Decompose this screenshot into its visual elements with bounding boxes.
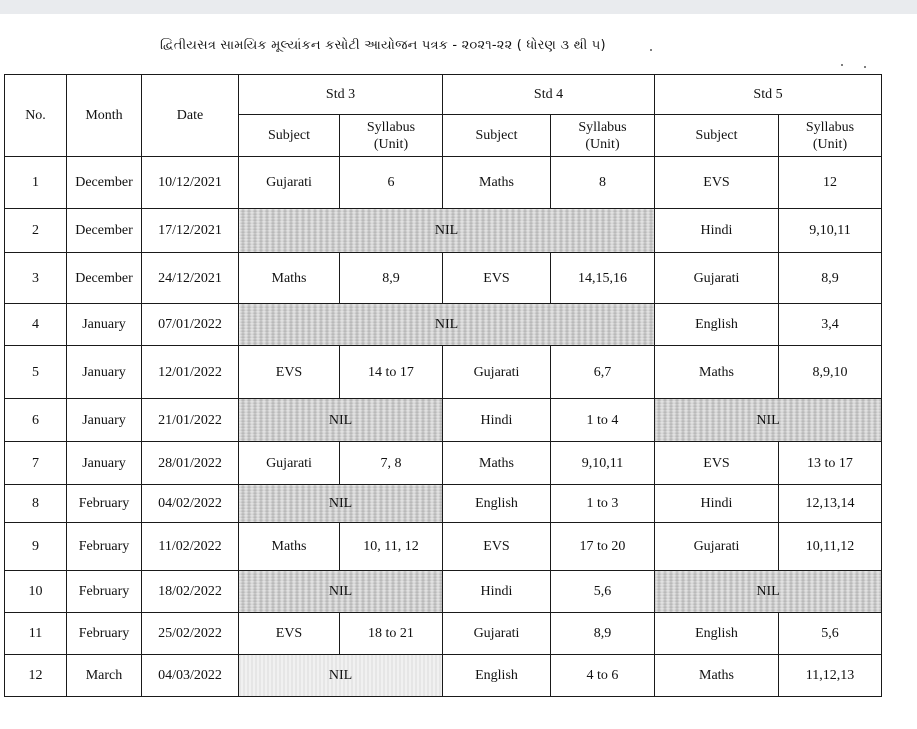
std3-syllabus: 18 to 21 — [340, 613, 443, 655]
table-row — [5, 442, 882, 485]
std4-subject: EVS — [443, 253, 551, 304]
std4-subject: English — [443, 485, 551, 523]
document-title: દ્વિતીયસત્ર સામયિક મૂલ્યાંકન કસોટી આયોજન પત્રક - ૨૦૨૧-૨૨ ( ધોરણ ૩ થી ૫) — [160, 38, 606, 53]
std4-subject: Hindi — [443, 399, 551, 442]
row-month: January — [67, 346, 142, 399]
table-row — [5, 399, 882, 442]
top-bar — [0, 0, 917, 14]
std3-subject: EVS — [239, 613, 340, 655]
row-month: December — [67, 157, 142, 209]
std5-subject: Hindi — [655, 209, 779, 253]
table-row — [5, 304, 882, 346]
row-date: 10/12/2021 — [142, 157, 239, 209]
row-number: 4 — [5, 304, 67, 346]
nil-cell-std3: NIL — [239, 485, 443, 523]
row-number: 1 — [5, 157, 67, 209]
std5-syllabus: 10,11,12 — [779, 523, 882, 571]
schedule-table — [4, 74, 882, 697]
row-month: January — [67, 304, 142, 346]
std5-syllabus: 3,4 — [779, 304, 882, 346]
nil-cell-std5: NIL — [655, 399, 882, 442]
nil-cell-std3: NIL — [239, 399, 443, 442]
std4-subject: Gujarati — [443, 613, 551, 655]
nil-cell-std3-std4: NIL — [239, 209, 655, 253]
std3-subject: Gujarati — [239, 157, 340, 209]
row-date: 24/12/2021 — [142, 253, 239, 304]
std5-subject: EVS — [655, 442, 779, 485]
row-date: 12/01/2022 — [142, 346, 239, 399]
std4-syllabus: 1 to 4 — [551, 399, 655, 442]
row-date: 07/01/2022 — [142, 304, 239, 346]
std4-syllabus: 8 — [551, 157, 655, 209]
std4-syllabus: 5,6 — [551, 571, 655, 613]
std5-subject: Gujarati — [655, 523, 779, 571]
std5-syllabus: 8,9 — [779, 253, 882, 304]
row-number: 3 — [5, 253, 67, 304]
std4-subject: Hindi — [443, 571, 551, 613]
row-date: 04/03/2022 — [142, 655, 239, 697]
std5-subject: Hindi — [655, 485, 779, 523]
header-no: No. — [5, 75, 67, 157]
std5-subject: Maths — [655, 346, 779, 399]
table-row — [5, 613, 882, 655]
header-std5-subject: Subject — [655, 115, 779, 157]
std3-syllabus: 10, 11, 12 — [340, 523, 443, 571]
row-month: December — [67, 209, 142, 253]
std4-syllabus: 9,10,11 — [551, 442, 655, 485]
row-date: 28/01/2022 — [142, 442, 239, 485]
table-row — [5, 209, 882, 253]
row-month: February — [67, 613, 142, 655]
schedule-body — [5, 157, 882, 697]
table-row — [5, 523, 882, 571]
header-std5: Std 5 — [655, 75, 882, 115]
row-date: 04/02/2022 — [142, 485, 239, 523]
scan-speck — [841, 64, 843, 66]
row-month: February — [67, 523, 142, 571]
std4-syllabus: 6,7 — [551, 346, 655, 399]
std5-subject: Maths — [655, 655, 779, 697]
std3-syllabus: 6 — [340, 157, 443, 209]
std5-syllabus: 11,12,13 — [779, 655, 882, 697]
std3-subject: Gujarati — [239, 442, 340, 485]
std4-syllabus: 17 to 20 — [551, 523, 655, 571]
row-month: December — [67, 253, 142, 304]
std5-subject: EVS — [655, 157, 779, 209]
std3-syllabus: 8,9 — [340, 253, 443, 304]
row-number: 2 — [5, 209, 67, 253]
row-date: 11/02/2022 — [142, 523, 239, 571]
row-month: February — [67, 571, 142, 613]
row-month: January — [67, 442, 142, 485]
header-month: Month — [67, 75, 142, 157]
row-number: 5 — [5, 346, 67, 399]
row-number: 8 — [5, 485, 67, 523]
std3-subject: EVS — [239, 346, 340, 399]
std5-syllabus: 13 to 17 — [779, 442, 882, 485]
row-number: 11 — [5, 613, 67, 655]
header-std3-subject: Subject — [239, 115, 340, 157]
scan-speck — [864, 66, 866, 68]
std5-syllabus: 12,13,14 — [779, 485, 882, 523]
row-date: 17/12/2021 — [142, 209, 239, 253]
nil-cell-std3: NIL — [239, 655, 443, 697]
table-row — [5, 253, 882, 304]
std3-syllabus: 14 to 17 — [340, 346, 443, 399]
std4-syllabus: 8,9 — [551, 613, 655, 655]
std3-subject: Maths — [239, 253, 340, 304]
std4-subject: Maths — [443, 157, 551, 209]
header-row-1 — [5, 75, 882, 115]
std5-syllabus: 12 — [779, 157, 882, 209]
header-std4-syllabus: Syllabus (Unit) — [551, 115, 655, 157]
header-std3: Std 3 — [239, 75, 443, 115]
table-row — [5, 485, 882, 523]
row-number: 7 — [5, 442, 67, 485]
std5-syllabus: 8,9,10 — [779, 346, 882, 399]
std3-subject: Maths — [239, 523, 340, 571]
row-month: January — [67, 399, 142, 442]
std4-subject: EVS — [443, 523, 551, 571]
scan-speck — [650, 49, 652, 51]
std3-syllabus: 7, 8 — [340, 442, 443, 485]
row-date: 18/02/2022 — [142, 571, 239, 613]
row-number: 9 — [5, 523, 67, 571]
table-row — [5, 655, 882, 697]
header-std4-subject: Subject — [443, 115, 551, 157]
std4-syllabus: 1 to 3 — [551, 485, 655, 523]
std5-syllabus: 5,6 — [779, 613, 882, 655]
row-number: 6 — [5, 399, 67, 442]
std4-subject: Gujarati — [443, 346, 551, 399]
nil-cell-std3: NIL — [239, 571, 443, 613]
row-number: 10 — [5, 571, 67, 613]
nil-cell-std3-std4: NIL — [239, 304, 655, 346]
nil-cell-std5: NIL — [655, 571, 882, 613]
header-std3-syllabus: Syllabus (Unit) — [340, 115, 443, 157]
row-month: February — [67, 485, 142, 523]
std5-subject: Gujarati — [655, 253, 779, 304]
table-row — [5, 571, 882, 613]
row-month: March — [67, 655, 142, 697]
table-row — [5, 346, 882, 399]
std4-subject: Maths — [443, 442, 551, 485]
std5-syllabus: 9,10,11 — [779, 209, 882, 253]
std4-syllabus: 14,15,16 — [551, 253, 655, 304]
row-date: 25/02/2022 — [142, 613, 239, 655]
header-date: Date — [142, 75, 239, 157]
header-std5-syllabus: Syllabus (Unit) — [779, 115, 882, 157]
std5-subject: English — [655, 304, 779, 346]
std5-subject: English — [655, 613, 779, 655]
row-date: 21/01/2022 — [142, 399, 239, 442]
header-std4: Std 4 — [443, 75, 655, 115]
table-row — [5, 157, 882, 209]
std4-subject: English — [443, 655, 551, 697]
row-number: 12 — [5, 655, 67, 697]
std4-syllabus: 4 to 6 — [551, 655, 655, 697]
